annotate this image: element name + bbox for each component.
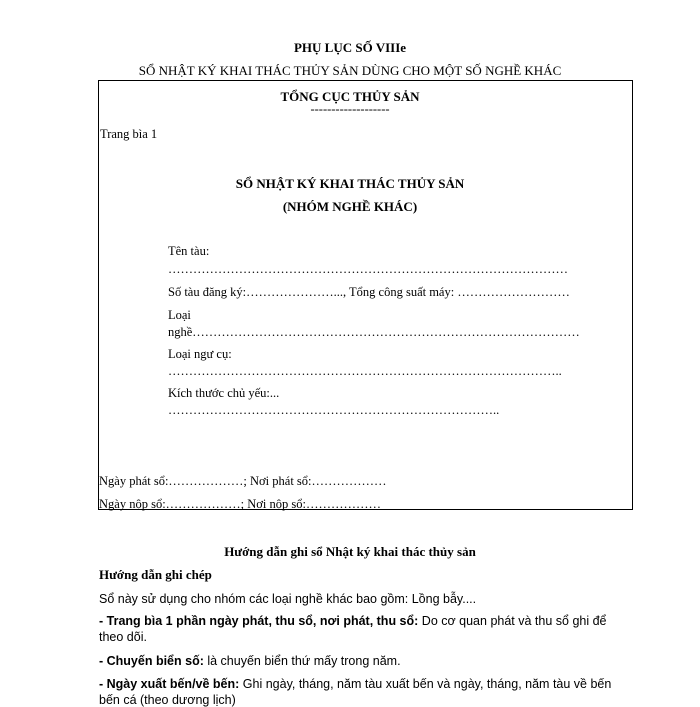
- appendix-title: PHỤ LỤC SỐ VIIIe: [293, 40, 407, 55]
- guide-item-dates-text: Ghi ngày, tháng, năm tàu xuất bến và ngày, tháng, năm tàu về bến: [239, 677, 612, 691]
- guide-item-cover: [99, 614, 607, 628]
- gear-type-label: Loại: [168, 308, 191, 322]
- fishing-gear-label: Loại ngư cụ:: [168, 347, 232, 361]
- issue-date-field: Ngày phát sổ:………………; Nơi phát sổ:………………: [99, 474, 387, 488]
- guide-item-cover-cont: theo dõi.: [99, 630, 147, 644]
- agency-rule: -------------------: [310, 102, 390, 116]
- guide-item-trip-text: là chuyến biển thứ mấy trong năm.: [203, 654, 401, 668]
- guide-item-dates-term: - Ngày xuất bến/về bến:: [99, 677, 240, 691]
- guide-item-dates: [99, 677, 611, 691]
- registration-power-field: Số tàu đăng ký:…………………..., Tổng công suất máy: ………………………: [168, 285, 570, 299]
- guide-item-dates-cont: bến cá (theo dương lịch): [99, 693, 236, 707]
- submit-date-field: Ngày nộp sổ:………………; Nơi nộp sổ:………………: [99, 497, 381, 511]
- logbook-group: (NHÓM NGHỀ KHÁC): [282, 199, 418, 214]
- ship-name-label: Tên tàu:: [168, 244, 210, 258]
- logbook-title: SỔ NHẬT KÝ KHAI THÁC THỦY SẢN: [235, 176, 465, 191]
- guide-heading: Hướng dẫn ghi sổ Nhật ký khai thác thủy sản: [224, 544, 476, 559]
- guide-item-cover-term: - Trang bìa 1 phần ngày phát, thu sổ, nơi phát, thu sổ:: [99, 614, 419, 628]
- fishing-gear-field: …………………………………………………………………………………..: [168, 364, 562, 378]
- ship-name-field: ……………………………………………………………………………………: [168, 262, 568, 276]
- main-size-field: ……………………………………………………………………..: [168, 403, 500, 417]
- guide-item-trip-term: - Chuyến biển số:: [99, 654, 204, 668]
- guide-intro: Sổ này sử dụng cho nhóm các loại nghề khác bao gồm: Lồng bẫy....: [99, 592, 477, 606]
- gear-type-field: nghề…………………………………………………………………………………: [168, 325, 580, 339]
- main-size-label: Kích thước chủ yếu:...: [168, 386, 280, 400]
- appendix-subtitle: SỔ NHẬT KÝ KHAI THÁC THỦY SẢN DÙNG CHO MỘT SỐ NGHỀ KHÁC: [138, 63, 562, 78]
- cover-page-label: Trang bìa 1: [100, 127, 158, 141]
- guide-subheading: Hướng dẫn ghi chép: [99, 567, 212, 582]
- agency-name: TỔNG CỤC THỦY SẢN: [280, 89, 420, 104]
- guide-item-trip: [99, 654, 401, 668]
- guide-item-cover-text: Do cơ quan phát và thu sổ ghi để: [418, 614, 607, 628]
